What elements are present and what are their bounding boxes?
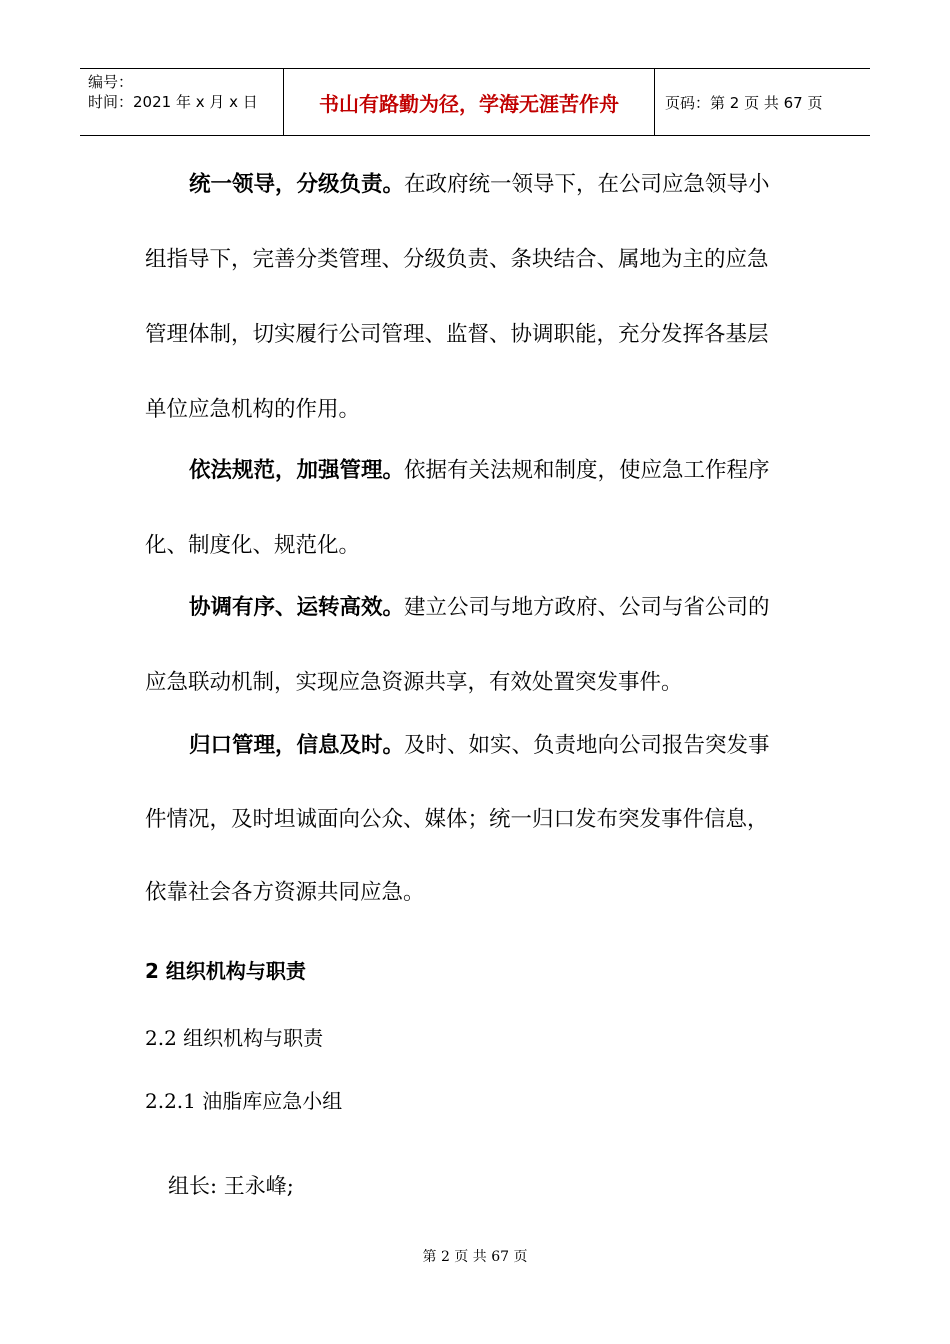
section-heading: 2 组织机构与职责	[145, 959, 306, 983]
paragraph-line: 在政府统一领导下，在公司应急领导小	[404, 172, 770, 197]
paragraph-principle-4-cont	[145, 805, 795, 908]
paragraph-line: 及时、如实、负责地向公司报告突发事	[404, 733, 770, 758]
paragraph-principle-1-cont	[145, 245, 795, 435]
paragraph-line: 组指导下，完善分类管理、分级负责、条块结合、属地为主的应急	[145, 247, 769, 272]
subsubsection-heading: 2.2.1 油脂库应急小组	[145, 1089, 343, 1113]
paragraph-principle-4	[145, 731, 795, 761]
header-meta	[80, 69, 283, 135]
leader-line: 组长: 王永峰;	[168, 1174, 294, 1198]
principle-title: 协调有序、运转高效。	[189, 595, 405, 620]
page-header	[80, 68, 870, 136]
paragraph-principle-3-cont	[145, 668, 795, 698]
paragraph-principle-3	[145, 593, 795, 623]
document-date: 时间：2021 年 x 月 x 日	[88, 93, 258, 111]
paragraph-line: 化、制度化、规范化。	[145, 533, 361, 558]
header-page-info: 页码：第 2 页 共 67 页	[665, 93, 823, 112]
paragraph-line: 应急联动机制，实现应急资源共享，有效处置突发事件。	[145, 670, 683, 695]
principle-title: 归口管理，信息及时。	[189, 733, 405, 758]
paragraph-line: 件情况，及时坦诚面向公众、媒体；统一归口发布突发事件信息，	[145, 807, 769, 832]
document-number-label: 编号：	[88, 73, 134, 91]
paragraph-line: 单位应急机构的作用。	[145, 397, 361, 422]
paragraph-principle-2-cont	[145, 531, 795, 561]
principle-title: 统一领导，分级负责。	[189, 172, 405, 197]
paragraph-line: 依靠社会各方资源共同应急。	[145, 880, 425, 905]
paragraph-line: 依据有关法规和制度，使应急工作程序	[404, 458, 770, 483]
subsection-heading: 2.2 组织机构与职责	[145, 1026, 324, 1050]
paragraph-principle-2	[145, 456, 795, 486]
page-footer: 第 2 页 共 67 页	[422, 1249, 528, 1265]
paragraph-principle-1	[145, 170, 795, 245]
paragraph-line: 管理体制，切实履行公司管理、监督、协调职能，充分发挥各基层	[145, 322, 769, 347]
header-motto: 书山有路勤为径，学海无涯苦作舟	[283, 69, 655, 135]
paragraph-line: 建立公司与地方政府、公司与省公司的	[404, 595, 770, 620]
principle-title: 依法规范，加强管理。	[189, 458, 405, 483]
